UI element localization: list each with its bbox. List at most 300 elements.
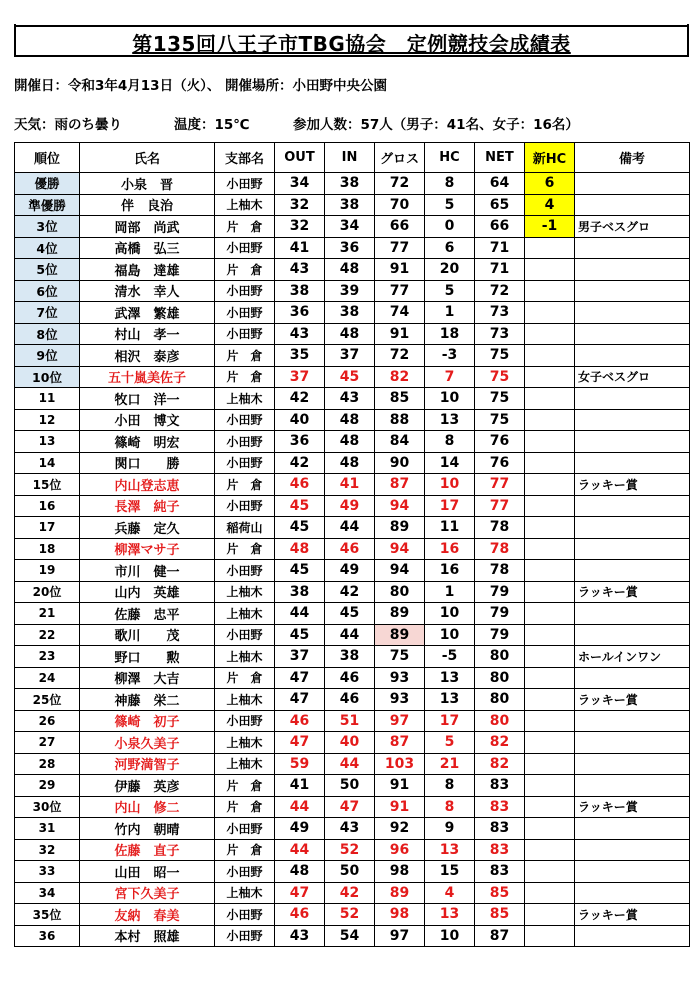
gross-cell: 75 [375, 646, 425, 668]
in-cell: 49 [325, 495, 375, 517]
new-hc-cell [525, 710, 575, 732]
note-cell [575, 280, 690, 302]
results-body [15, 173, 690, 947]
hc-cell: 10 [425, 925, 475, 947]
net-cell: 83 [475, 796, 525, 818]
out-cell: 45 [275, 624, 325, 646]
table-row [15, 882, 690, 904]
hc-cell: 5 [425, 194, 475, 216]
note-cell [575, 302, 690, 324]
name-cell: 福島 達雄 [80, 259, 215, 281]
new-hc-cell [525, 280, 575, 302]
net-cell: 85 [475, 882, 525, 904]
in-cell: 50 [325, 775, 375, 797]
table-row [15, 495, 690, 517]
hc-cell: 13 [425, 667, 475, 689]
new-hc-cell [525, 495, 575, 517]
note-cell [575, 495, 690, 517]
table-row [15, 796, 690, 818]
out-cell: 32 [275, 216, 325, 238]
new-hc-cell [525, 861, 575, 883]
name-cell: 高橋 弘三 [80, 237, 215, 259]
in-cell: 37 [325, 345, 375, 367]
note-cell: ラッキー賞 [575, 474, 690, 496]
net-cell: 83 [475, 818, 525, 840]
note-cell [575, 710, 690, 732]
note-cell [575, 818, 690, 840]
rank-cell: 28 [15, 753, 80, 775]
hc-cell: 8 [425, 796, 475, 818]
in-cell: 46 [325, 689, 375, 711]
rank-cell: 8位 [15, 323, 80, 345]
table-row [15, 839, 690, 861]
hc-cell: 14 [425, 452, 475, 474]
note-cell [575, 173, 690, 195]
hc-cell: -3 [425, 345, 475, 367]
new-hc-cell [525, 323, 575, 345]
gross-cell: 70 [375, 194, 425, 216]
note-cell [575, 732, 690, 754]
gross-cell: 87 [375, 732, 425, 754]
in-cell: 52 [325, 904, 375, 926]
branch-cell: 片 倉 [215, 839, 275, 861]
note-cell [575, 753, 690, 775]
out-cell: 43 [275, 259, 325, 281]
header-in: IN [325, 143, 375, 173]
hc-cell: 13 [425, 904, 475, 926]
branch-cell: 片 倉 [215, 538, 275, 560]
hc-cell: 1 [425, 581, 475, 603]
table-row [15, 667, 690, 689]
net-cell: 73 [475, 302, 525, 324]
new-hc-cell [525, 796, 575, 818]
header-name: 氏名 [80, 143, 215, 173]
table-row [15, 259, 690, 281]
new-hc-cell [525, 345, 575, 367]
name-cell: 竹内 朝晴 [80, 818, 215, 840]
in-cell: 39 [325, 280, 375, 302]
gross-cell: 94 [375, 495, 425, 517]
branch-cell: 片 倉 [215, 775, 275, 797]
table-row [15, 646, 690, 668]
out-cell: 46 [275, 474, 325, 496]
out-cell: 45 [275, 517, 325, 539]
net-cell: 76 [475, 431, 525, 453]
in-cell: 34 [325, 216, 375, 238]
note-cell [575, 452, 690, 474]
branch-cell: 小田野 [215, 173, 275, 195]
name-cell: 小泉 晋 [80, 173, 215, 195]
in-cell: 52 [325, 839, 375, 861]
new-hc-cell [525, 538, 575, 560]
branch-cell: 稲荷山 [215, 517, 275, 539]
out-cell: 36 [275, 302, 325, 324]
note-cell [575, 882, 690, 904]
in-cell: 48 [325, 431, 375, 453]
out-cell: 41 [275, 237, 325, 259]
gross-cell: 66 [375, 216, 425, 238]
out-cell: 49 [275, 818, 325, 840]
gross-cell: 89 [375, 517, 425, 539]
branch-cell: 片 倉 [215, 259, 275, 281]
header-branch: 支部名 [215, 143, 275, 173]
name-cell: 伊藤 英彦 [80, 775, 215, 797]
net-cell: 78 [475, 538, 525, 560]
gross-cell: 91 [375, 775, 425, 797]
out-cell: 46 [275, 710, 325, 732]
table-row [15, 710, 690, 732]
hc-cell: 17 [425, 710, 475, 732]
rank-cell: 34 [15, 882, 80, 904]
note-cell [575, 560, 690, 582]
rank-cell: 30位 [15, 796, 80, 818]
table-row [15, 624, 690, 646]
rank-cell: 36 [15, 925, 80, 947]
in-cell: 48 [325, 259, 375, 281]
new-hc-cell [525, 517, 575, 539]
hc-cell: 11 [425, 517, 475, 539]
in-cell: 44 [325, 517, 375, 539]
branch-cell: 片 倉 [215, 667, 275, 689]
hc-cell: 5 [425, 280, 475, 302]
out-cell: 35 [275, 345, 325, 367]
hc-cell: 10 [425, 603, 475, 625]
name-cell: 河野満智子 [80, 753, 215, 775]
new-hc-cell [525, 753, 575, 775]
new-hc-cell: -1 [525, 216, 575, 238]
branch-cell: 小田野 [215, 452, 275, 474]
new-hc-cell [525, 366, 575, 388]
hc-cell: 10 [425, 474, 475, 496]
hc-cell: 13 [425, 409, 475, 431]
table-row [15, 560, 690, 582]
in-cell: 49 [325, 560, 375, 582]
hc-cell: 9 [425, 818, 475, 840]
hc-cell: 21 [425, 753, 475, 775]
net-cell: 78 [475, 560, 525, 582]
rank-cell: 7位 [15, 302, 80, 324]
rank-cell: 20位 [15, 581, 80, 603]
net-cell: 71 [475, 259, 525, 281]
branch-cell: 上柚木 [215, 753, 275, 775]
gross-cell: 94 [375, 560, 425, 582]
rank-cell: 32 [15, 839, 80, 861]
in-cell: 44 [325, 624, 375, 646]
name-cell: 野口 勲 [80, 646, 215, 668]
new-hc-cell [525, 818, 575, 840]
new-hc-cell [525, 259, 575, 281]
branch-cell: 小田野 [215, 560, 275, 582]
rank-cell: 16 [15, 495, 80, 517]
rank-cell: 18 [15, 538, 80, 560]
header-net: NET [475, 143, 525, 173]
note-cell [575, 194, 690, 216]
note-cell [575, 323, 690, 345]
branch-cell: 小田野 [215, 431, 275, 453]
new-hc-cell [525, 388, 575, 410]
gross-cell: 84 [375, 431, 425, 453]
header-hc: HC [425, 143, 475, 173]
rank-cell: 3位 [15, 216, 80, 238]
rank-cell: 14 [15, 452, 80, 474]
new-hc-cell [525, 560, 575, 582]
note-cell [575, 624, 690, 646]
gross-cell: 92 [375, 818, 425, 840]
note-cell [575, 538, 690, 560]
out-cell: 44 [275, 796, 325, 818]
header-gross: グロス [375, 143, 425, 173]
table-row [15, 388, 690, 410]
in-cell: 38 [325, 302, 375, 324]
rank-cell: 23 [15, 646, 80, 668]
table-row [15, 818, 690, 840]
gross-cell: 89 [375, 624, 425, 646]
out-cell: 34 [275, 173, 325, 195]
new-hc-cell: 6 [525, 173, 575, 195]
net-cell: 71 [475, 237, 525, 259]
in-cell: 46 [325, 538, 375, 560]
in-cell: 51 [325, 710, 375, 732]
net-cell: 64 [475, 173, 525, 195]
branch-cell: 上柚木 [215, 603, 275, 625]
hc-cell: 17 [425, 495, 475, 517]
note-cell: 男子ベスグロ [575, 216, 690, 238]
out-cell: 44 [275, 839, 325, 861]
gross-cell: 91 [375, 323, 425, 345]
net-cell: 80 [475, 646, 525, 668]
new-hc-cell [525, 882, 575, 904]
branch-cell: 小田野 [215, 495, 275, 517]
header-new-hc: 新HC [525, 143, 575, 173]
branch-cell: 小田野 [215, 710, 275, 732]
gross-cell: 93 [375, 689, 425, 711]
out-cell: 45 [275, 495, 325, 517]
branch-cell: 小田野 [215, 302, 275, 324]
table-row [15, 474, 690, 496]
branch-cell: 片 倉 [215, 474, 275, 496]
net-cell: 75 [475, 409, 525, 431]
branch-cell: 小田野 [215, 861, 275, 883]
name-cell: 本村 照雄 [80, 925, 215, 947]
name-cell: 歌川 茂 [80, 624, 215, 646]
hc-cell: 8 [425, 775, 475, 797]
in-cell: 44 [325, 753, 375, 775]
table-row [15, 302, 690, 324]
note-cell: ラッキー賞 [575, 796, 690, 818]
hc-cell: 13 [425, 839, 475, 861]
name-cell: 五十嵐美佐子 [80, 366, 215, 388]
table-row [15, 366, 690, 388]
table-row [15, 904, 690, 926]
note-cell [575, 603, 690, 625]
header-notes: 備考 [575, 143, 690, 173]
out-cell: 47 [275, 732, 325, 754]
table-row [15, 280, 690, 302]
new-hc-cell [525, 581, 575, 603]
net-cell: 80 [475, 667, 525, 689]
hc-cell: 7 [425, 366, 475, 388]
rank-cell: 22 [15, 624, 80, 646]
out-cell: 46 [275, 904, 325, 926]
name-cell: 柳澤 大吉 [80, 667, 215, 689]
net-cell: 83 [475, 775, 525, 797]
net-cell: 79 [475, 603, 525, 625]
net-cell: 78 [475, 517, 525, 539]
name-cell: 佐藤 忠平 [80, 603, 215, 625]
gross-cell: 88 [375, 409, 425, 431]
hc-cell: 20 [425, 259, 475, 281]
name-cell: 内山登志恵 [80, 474, 215, 496]
net-cell: 79 [475, 624, 525, 646]
new-hc-cell [525, 409, 575, 431]
gross-cell: 80 [375, 581, 425, 603]
hc-cell: 8 [425, 431, 475, 453]
branch-cell: 小田野 [215, 624, 275, 646]
gross-cell: 77 [375, 237, 425, 259]
gross-cell: 77 [375, 280, 425, 302]
gross-cell: 82 [375, 366, 425, 388]
table-row [15, 409, 690, 431]
branch-cell: 片 倉 [215, 345, 275, 367]
in-cell: 42 [325, 882, 375, 904]
in-cell: 50 [325, 861, 375, 883]
out-cell: 40 [275, 409, 325, 431]
gross-cell: 85 [375, 388, 425, 410]
gross-cell: 87 [375, 474, 425, 496]
hc-cell: 1 [425, 302, 475, 324]
out-cell: 38 [275, 581, 325, 603]
rank-cell: 35位 [15, 904, 80, 926]
hc-cell: 16 [425, 538, 475, 560]
new-hc-cell: 4 [525, 194, 575, 216]
name-cell: 宮下久美子 [80, 882, 215, 904]
header-rank: 順位 [15, 143, 80, 173]
in-cell: 42 [325, 581, 375, 603]
note-cell [575, 409, 690, 431]
name-cell: 佐藤 直子 [80, 839, 215, 861]
note-cell [575, 667, 690, 689]
rank-cell: 9位 [15, 345, 80, 367]
out-cell: 44 [275, 603, 325, 625]
gross-cell: 98 [375, 861, 425, 883]
new-hc-cell [525, 775, 575, 797]
rank-cell: 27 [15, 732, 80, 754]
name-cell: 小田 博文 [80, 409, 215, 431]
out-cell: 41 [275, 775, 325, 797]
new-hc-cell [525, 925, 575, 947]
out-cell: 37 [275, 366, 325, 388]
hc-cell: 15 [425, 861, 475, 883]
name-cell: 兵藤 定久 [80, 517, 215, 539]
branch-cell: 小田野 [215, 237, 275, 259]
name-cell: 清水 幸人 [80, 280, 215, 302]
note-cell: 女子ベスグロ [575, 366, 690, 388]
branch-cell: 片 倉 [215, 366, 275, 388]
title-text: 第135回八王子市TBG協会 定例競技会成績表 [132, 32, 571, 56]
out-cell: 47 [275, 882, 325, 904]
table-row [15, 173, 690, 195]
net-cell: 76 [475, 452, 525, 474]
rank-cell: 29 [15, 775, 80, 797]
in-cell: 36 [325, 237, 375, 259]
branch-cell: 上柚木 [215, 646, 275, 668]
rank-cell: 11 [15, 388, 80, 410]
in-cell: 47 [325, 796, 375, 818]
rank-cell: 19 [15, 560, 80, 582]
in-cell: 45 [325, 366, 375, 388]
branch-cell: 上柚木 [215, 194, 275, 216]
note-cell [575, 237, 690, 259]
net-cell: 73 [475, 323, 525, 345]
branch-cell: 小田野 [215, 818, 275, 840]
net-cell: 82 [475, 753, 525, 775]
note-cell: ラッキー賞 [575, 581, 690, 603]
out-cell: 59 [275, 753, 325, 775]
gross-cell: 98 [375, 904, 425, 926]
branch-cell: 上柚木 [215, 732, 275, 754]
name-cell: 山内 英雄 [80, 581, 215, 603]
branch-cell: 小田野 [215, 925, 275, 947]
note-cell [575, 388, 690, 410]
in-cell: 48 [325, 452, 375, 474]
gross-cell: 94 [375, 538, 425, 560]
note-cell [575, 861, 690, 883]
out-cell: 42 [275, 388, 325, 410]
in-cell: 54 [325, 925, 375, 947]
name-cell: 神藤 栄二 [80, 689, 215, 711]
name-cell: 小泉久美子 [80, 732, 215, 754]
out-cell: 43 [275, 925, 325, 947]
rank-cell: 10位 [15, 366, 80, 388]
name-cell: 篠崎 明宏 [80, 431, 215, 453]
hc-cell: 10 [425, 388, 475, 410]
name-cell: 岡部 尚武 [80, 216, 215, 238]
rank-cell: 33 [15, 861, 80, 883]
new-hc-cell [525, 839, 575, 861]
hc-cell: 16 [425, 560, 475, 582]
page-title [14, 24, 689, 57]
rank-cell: 12 [15, 409, 80, 431]
note-cell [575, 345, 690, 367]
new-hc-cell [525, 904, 575, 926]
name-cell: 山田 昭一 [80, 861, 215, 883]
gross-cell: 89 [375, 882, 425, 904]
branch-cell: 小田野 [215, 323, 275, 345]
new-hc-cell [525, 732, 575, 754]
in-cell: 38 [325, 646, 375, 668]
event-date-place: 開催日：令和3年4月13日（火）、 開催場所：小田野中央公園 [14, 78, 388, 94]
gross-cell: 96 [375, 839, 425, 861]
net-cell: 80 [475, 689, 525, 711]
name-cell: 長澤 純子 [80, 495, 215, 517]
out-cell: 38 [275, 280, 325, 302]
net-cell: 87 [475, 925, 525, 947]
name-cell: 村山 孝一 [80, 323, 215, 345]
out-cell: 42 [275, 452, 325, 474]
gross-cell: 103 [375, 753, 425, 775]
hc-cell: 4 [425, 882, 475, 904]
gross-cell: 91 [375, 796, 425, 818]
table-row [15, 194, 690, 216]
net-cell: 65 [475, 194, 525, 216]
participants: 参加人数：57人（男子：41名、女子：16名） [293, 117, 579, 133]
gross-cell: 97 [375, 710, 425, 732]
table-row [15, 925, 690, 947]
out-cell: 47 [275, 667, 325, 689]
table-row [15, 517, 690, 539]
note-cell [575, 431, 690, 453]
net-cell: 79 [475, 581, 525, 603]
